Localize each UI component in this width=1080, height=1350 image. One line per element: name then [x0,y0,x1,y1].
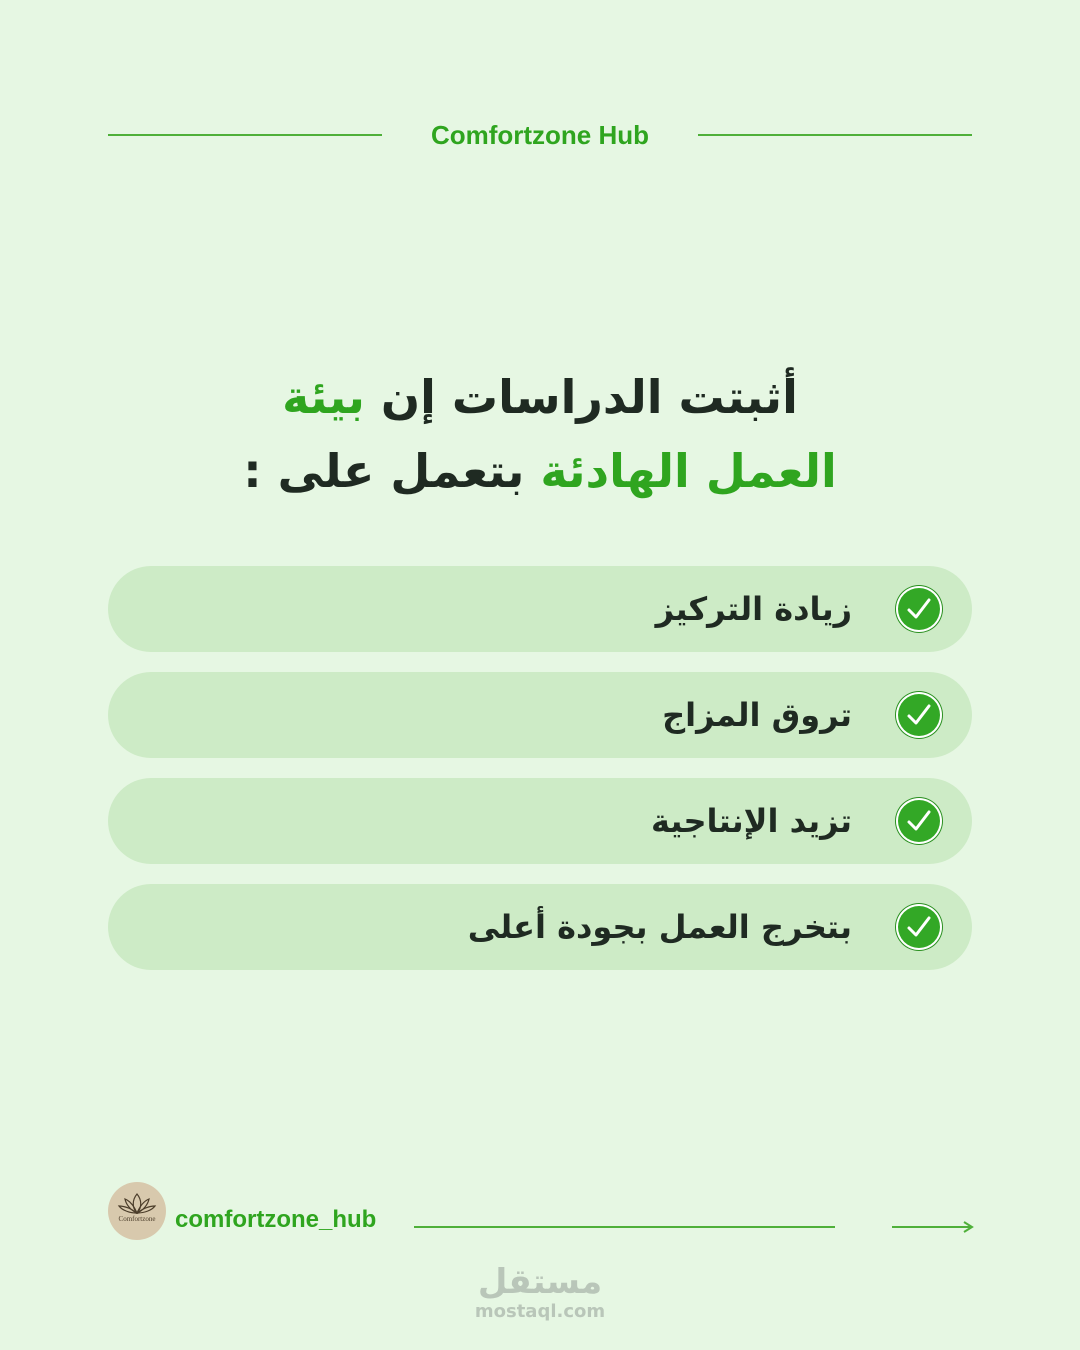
header-divider-right [698,134,972,136]
list-item-label: تروق المزاج [662,696,852,734]
headline-line-2 [180,434,900,508]
headline-line-1 [180,360,900,434]
list-item-label: تزيد الإنتاجية [651,802,852,840]
check-circle-icon [896,692,942,738]
list-item-label: بتخرج العمل بجودة أعلى [467,908,852,946]
avatar[interactable] [108,1182,166,1240]
check-circle-icon [896,586,942,632]
header-divider-left [108,134,382,136]
social-handle[interactable]: comfortzone_hub [175,1206,377,1233]
avatar-text: Comfortzone [118,1215,156,1223]
watermark [440,1262,640,1322]
lotus-icon [108,1182,166,1240]
check-circle-icon [896,798,942,844]
footer-divider [414,1226,835,1228]
headline-highlight: العمل الهادئة [540,444,837,498]
list-item [108,566,972,652]
list-item-label: زيادة التركيز [655,590,852,628]
list-item [108,884,972,970]
watermark-english: mostaql.com [474,1301,606,1322]
headline-highlight: بيئة [282,370,365,424]
list-item [108,672,972,758]
headline [180,360,900,508]
headline-text: أثبتت الدراسات إن [364,370,798,424]
check-circle-icon [896,904,942,950]
headline-text: بتعمل على : [243,444,541,498]
list-item [108,778,972,864]
brand-title: Comfortzone Hub [430,120,650,150]
watermark-arabic: مستقل [477,1262,603,1302]
arrow-right-icon[interactable] [890,1219,974,1235]
benefits-list [108,566,972,990]
